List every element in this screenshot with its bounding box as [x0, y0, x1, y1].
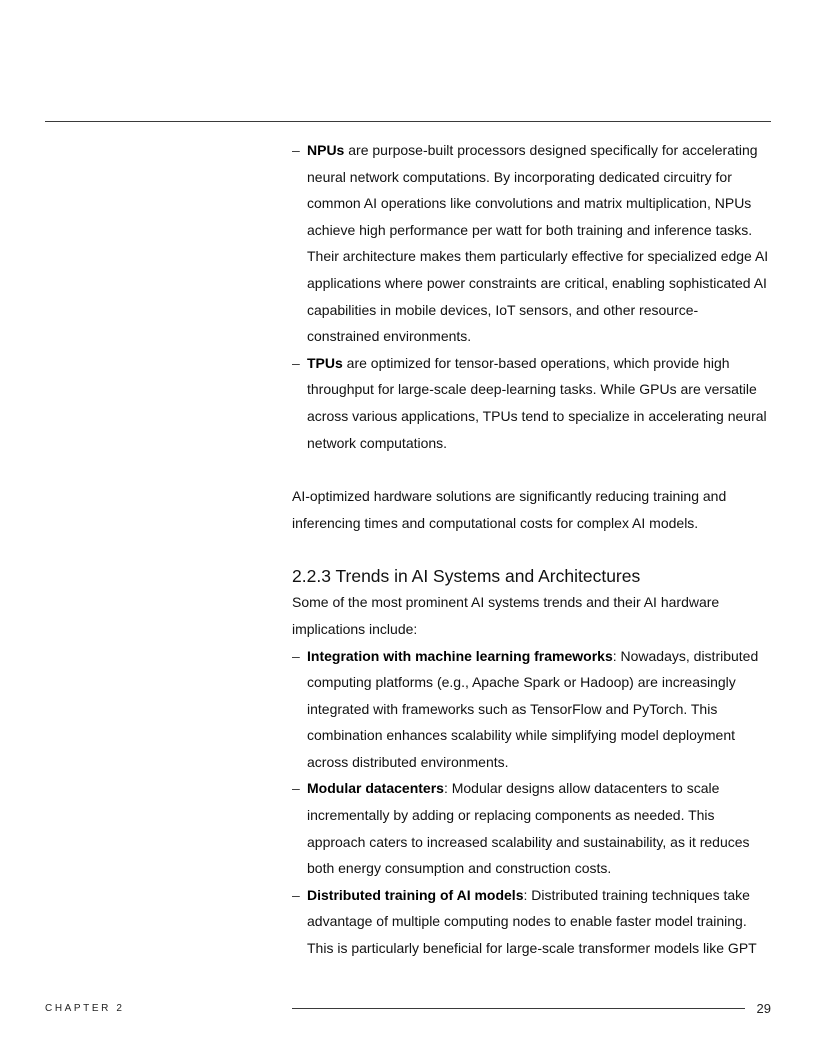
list-item-modular-datacenters: [292, 775, 770, 881]
bullet-text: : Nowadays, distributed computing platforms (e.g., Apache Spark or Hadoop) are increasingly integrated with frameworks such as TensorFlow and PyTorch. This combination enhances scalability while simplifying model deployment across distributed environments.: [307, 647, 759, 770]
summary-paragraph: AI-optimized hardware solutions are significantly reducing training and inferencing times and computational costs for complex AI models.: [292, 488, 727, 531]
section-heading: 2.2.3 Trends in AI Systems and Architectures: [292, 566, 641, 587]
bullet-text: : Modular designs allow datacenters to scale incrementally by adding or replacing components as needed. This approach caters to increased scalability and sustainability, as it reduces both energy consumption and construction costs.: [307, 780, 750, 877]
bullet-term: TPUs: [307, 354, 343, 371]
list-item-tpus: [292, 350, 770, 456]
bullet-dash-icon: –: [292, 886, 300, 903]
footer-chapter-label: CHAPTER 2: [45, 1003, 125, 1014]
list-item-ml-frameworks: [292, 643, 770, 776]
footer-rule: [292, 1008, 745, 1009]
bullet-text: are purpose-built processors designed specifically for accelerating neural network computations. By incorporating dedicated circuitry for common AI operations like convolutions and matrix multiplication, NPUs achieve high performance per watt for both training and inference tasks. Their architecture makes them particularly effective for specialized edge AI applications where power constraints are critical, enabling sophisticated AI capabilities in mobile devices, IoT sensors, and other resource-constrained environments.: [307, 142, 769, 345]
bullet-text: are optimized for tensor-based operations, which provide high throughput for large-scale deep-learning tasks. While GPUs are versatile across various applications, TPUs tend to specialize in accelerating neural network computations.: [307, 354, 767, 451]
paragraph-gap: [292, 456, 770, 483]
trends-bullet-list: [292, 643, 770, 962]
list-item-distributed-training: [292, 882, 770, 962]
section-gap: [292, 536, 770, 563]
bullet-dash-icon: –: [292, 780, 300, 797]
bullet-dash-icon: –: [292, 354, 300, 371]
bullet-term: Distributed training of AI models: [307, 886, 524, 903]
hardware-bullet-list: [292, 137, 770, 456]
bullet-dash-icon: –: [292, 647, 300, 664]
main-content: [292, 137, 770, 962]
section-intro: Some of the most prominent AI systems trends and their AI hardware implications include:: [292, 594, 720, 637]
header-rule: [45, 121, 771, 122]
bullet-term: Modular datacenters: [307, 780, 444, 797]
footer-page-number: 29: [756, 1001, 771, 1016]
bullet-dash-icon: –: [292, 142, 300, 158]
bullet-term: NPUs: [307, 142, 345, 158]
bullet-text: : Distributed training techniques take advantage of multiple computing nodes to enable faster model training. This is particularly beneficial for large-scale transformer models like GPT: [307, 886, 757, 957]
list-item-npus: [292, 137, 770, 350]
bullet-term: Integration with machine learning frameworks: [307, 647, 613, 664]
